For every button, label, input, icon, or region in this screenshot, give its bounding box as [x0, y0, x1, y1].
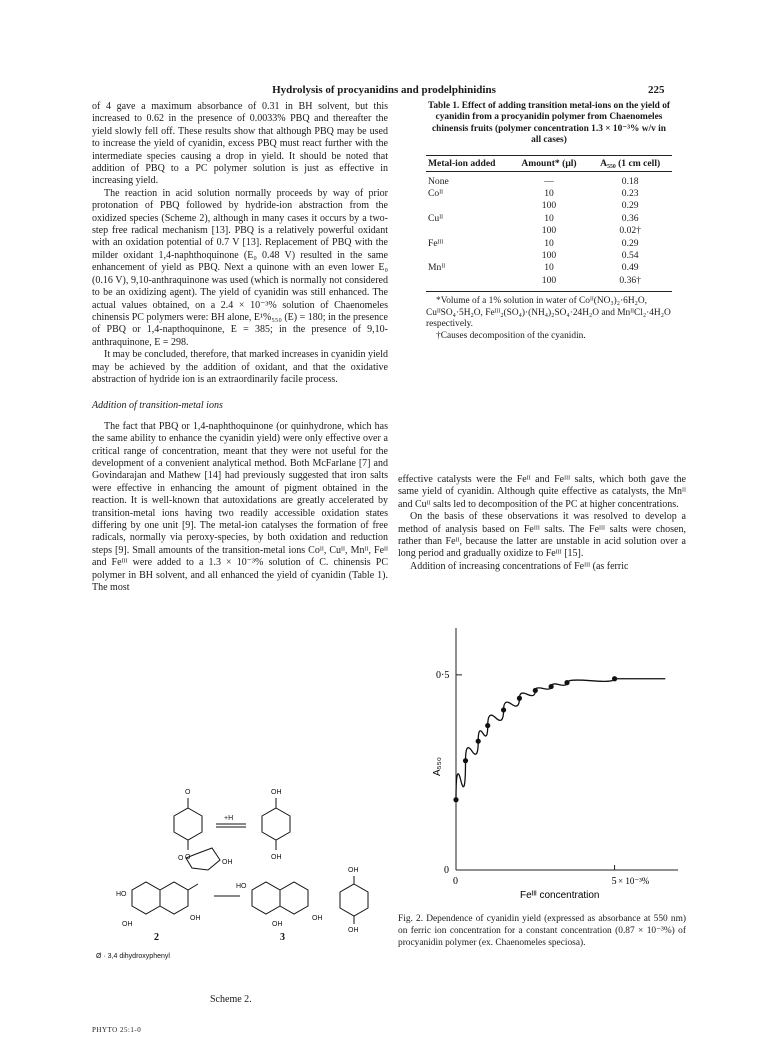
- data-point-6: [533, 688, 538, 693]
- figure-2-chart: [400, 600, 690, 920]
- cell-amount: 100: [541, 225, 557, 237]
- y-tick-label: 0·5: [436, 669, 450, 681]
- series-points: [453, 676, 617, 802]
- hydroquinone-ring: [262, 808, 290, 840]
- table-row: [426, 188, 672, 200]
- atom-label: OH: [271, 789, 282, 796]
- cell-metal: Cuᴵᴵ: [428, 212, 444, 224]
- atom-label: O: [185, 789, 191, 796]
- table-row: [426, 238, 672, 250]
- table-1: [426, 101, 672, 343]
- figure-caption: Fig. 2. Dependence of cyanidin yield (expressed as absorbance at 550 nm) on ferric ion concentration for a constant concentration (0.87 × 10⁻³%) of procyanidin polymer (ex. Chaenomeles speciosa).: [398, 914, 686, 948]
- footnote: †Causes decomposition of the cyanidin.: [436, 331, 586, 342]
- atom-label: O: [185, 854, 191, 861]
- scheme-2-structures: [92, 780, 392, 960]
- paragraph: Addition of increasing concentrations of Feᴵᴵᴵ (as ferric: [410, 560, 629, 572]
- paragraph: of 4 gave a maximum absorbance of 0.31 in BH solvent, but this increased to 0.62 in the presence of 0.0033% PBQ and thereafter the yield slowly fell off. These results show that although PBQ may be used to increase the yield of cyanidin, excess PBQ must react further with the intermediate species causing a drop in yield. It should be noted that addition of PBQ to a PC polymer solution is just as effective in increasing yield.: [92, 101, 388, 187]
- data-point-0: [453, 797, 458, 802]
- table-footnotes: [426, 296, 672, 342]
- cell-metal: None: [428, 175, 449, 187]
- cell-a550: 0.29: [621, 200, 639, 212]
- cell-metal: Mnᴵᴵ: [428, 262, 446, 274]
- cell-a550: 0.36†: [619, 274, 641, 286]
- atom-label: OH: [222, 859, 233, 866]
- table-row: [426, 213, 672, 225]
- atom-label: O: [178, 855, 184, 862]
- atom-label: OH: [312, 915, 323, 922]
- cell-a550: 0.18: [621, 175, 639, 187]
- table-row: [426, 225, 672, 237]
- scheme-caption: Scheme 2.: [210, 994, 252, 1005]
- series-line: [456, 679, 665, 800]
- benzoquinone-ring: [174, 808, 202, 840]
- hydroquinone-product-ring: [340, 884, 368, 916]
- cell-a550: 0.36: [621, 212, 639, 224]
- column-header: Metal-ion added: [428, 157, 496, 169]
- right-column: [398, 474, 686, 573]
- cell-amount: —: [544, 175, 554, 187]
- cell-amount: 10: [544, 188, 554, 200]
- paragraph: The fact that PBQ or 1,4-naphthoquinone (or quinhydrone, which has the same ability to enhance the cyanidin yield) were only effective over a critical range of concentration, meant that they were not useful for the development of a convenient analytical method. Both McFarlane [7] and Govindarajan and Mathew [14] had previously suggested that iron salts were effective in enhancing the amount of pigment obtained in the reaction. It is well-known that autoxidations are greatly accelerated by transition-metal ions having two readily accessible oxidation states differing by one unit [9]. The metal-ion catalyses the formation of free radicals, normally via peroxy-species, by both oxidation and reduction steps [9]. Small amounts of the transition-metal ions Coᴵᴵ, Cuᴵᴵ, Mnᴵᴵ, Feᴵᴵ and Feᴵᴵᴵ were added to a 1.3 × 10⁻³% solution of C. chinensis PC polymer in BH solvent, and all enhanced the yield of cyanidin (Table 1). The most: [92, 420, 388, 594]
- x-unit-label: × 10⁻³%: [618, 876, 650, 886]
- column-header: Amount* (μl): [521, 157, 577, 169]
- cell-a550: 0.29: [621, 237, 639, 249]
- section-heading: Addition of transition-metal ions: [92, 400, 223, 412]
- transfer-label: +H: [224, 815, 234, 822]
- cell-amount: 100: [541, 200, 557, 212]
- left-column: [92, 101, 388, 594]
- paragraph: effective catalysts were the Feᴵᴵ and Feᴵᴵᴵ salts, which both gave the same yield of cyanidin. Although quite effective as catalysts, the Mnᴵᴵ and Cuᴵᴵ salts led to decomposition of the PC at higher concentrations.: [398, 474, 686, 510]
- table-row: [426, 176, 672, 188]
- cell-amount: 10: [544, 262, 554, 274]
- atom-label: HO: [236, 883, 247, 890]
- footnote: *Volume of a 1% solution in water of Coᴵᴵ(NO₃)₂·6H₂O, CuᴵᴵSO₄·5H₂O, Feᴵᴵᴵ₂(SO₄)·(NH₄)₂SO₄·24H₂O and MnᴵᴵCl₂·4H₂O respectively.: [426, 296, 671, 330]
- quinone-ring-tilted: [186, 848, 220, 870]
- data-point-4: [501, 707, 506, 712]
- cell-amount: 10: [544, 237, 554, 249]
- cell-metal: Feᴵᴵᴵ: [428, 237, 444, 249]
- cell-metal: [426, 275, 510, 287]
- data-point-7: [549, 684, 554, 689]
- scheme-legend: Ø · 3,4 dihydroxyphenyl: [96, 953, 170, 960]
- flavan-ring-a: [132, 882, 160, 914]
- atom-label: HO: [116, 891, 127, 898]
- paragraph: On the basis of these observations it was resolved to develop a method of analysis based on Feᴵᴵᴵ salts. The Feᴵᴵᴵ salts were chosen, rather than Feᴵᴵ, because the latter are unstable in acid solution over a long period and gradually oxidize to Feᴵᴵᴵ [15].: [398, 511, 686, 560]
- running-title: Hydrolysis of procyanidins and prodelphinidins: [272, 84, 496, 96]
- cell-a550: 0.23: [621, 188, 639, 200]
- cell-metal: [426, 225, 510, 237]
- data-point-2: [476, 739, 481, 744]
- cell-metal: [426, 200, 510, 212]
- atom-label: OH: [271, 854, 282, 861]
- atom-label: OH: [122, 921, 133, 928]
- cell-metal: Coᴵᴵ: [428, 188, 444, 200]
- atom-label: OH: [272, 921, 283, 928]
- cell-a550: 0.54: [621, 250, 639, 262]
- paragraph: It may be concluded, therefore, that marked increases in cyanidin yield may be achieved by the addition of oxidant, and that the oxidative abstraction of hydride ion is an extraordinarily facile process.: [92, 349, 388, 385]
- metal-ion-table: [426, 156, 672, 288]
- flavylium-ring-a: [252, 882, 280, 914]
- compound-number: 3: [280, 932, 285, 943]
- data-point-5: [517, 696, 522, 701]
- atom-label: OH: [190, 915, 201, 922]
- axis-ticks: [456, 675, 615, 870]
- flavan-ring-c: [160, 882, 188, 914]
- page-number: 225: [648, 84, 665, 96]
- atom-label: OH: [348, 927, 359, 934]
- cell-a550: 0.02†: [619, 225, 641, 237]
- table-row: [426, 275, 672, 287]
- y-tick-label: 0: [444, 865, 449, 876]
- x-tick-label: 5: [611, 876, 617, 887]
- x-tick-label: 0: [453, 876, 458, 887]
- cell-metal: [426, 250, 510, 262]
- data-point-3: [485, 723, 490, 728]
- cell-amount: 100: [541, 274, 557, 286]
- table-row: [426, 200, 672, 212]
- data-point-8: [564, 680, 569, 685]
- cell-amount: 10: [544, 212, 554, 224]
- column-header: A₅₅₀ (1 cm cell): [600, 157, 661, 169]
- paragraph: The reaction in acid solution normally proceeds by way of prior protonation of PBQ followed by hydride-ion abstraction from the oxidized species (Scheme 2), although in many cases it occurs by a two-step free radical mechanism [13]. PBQ is a relatively powerful oxidant with an oxidation potential of 0.7 V [13]. Replacement of PBQ with the milder oxidant 1,4-naphthoquinone (E₀ 0.48 V) resulted in the same enhancement of yield as PBQ. Next a quinone with an even lower E₀ (0.16 V), 9,10-anthraquinone was used (which is normally not considered to be an oxidizing agent). The yield of cyanidin was still enhanced. The actual values obtained, on a 2.4 × 10⁻³% solution of Chaenomeles chinensis PC polymers were: BH alone, E¹%₅₅₀ (E) = 180; in the presence of PBQ or 1,4-napthoquinone, E = 385; in the presence of 9,10-anthraquinone, E = 298.: [92, 187, 388, 348]
- atom-label: OH: [348, 867, 359, 874]
- compound-number: 2: [154, 932, 159, 943]
- flavylium-ring-c: [280, 882, 308, 914]
- cell-amount: 100: [541, 250, 557, 262]
- cell-a550: 0.49: [621, 262, 639, 274]
- table-row: [426, 262, 672, 274]
- data-point-1: [463, 758, 468, 763]
- footer-code: PHYTO 25:1-0: [92, 1026, 142, 1034]
- table-row: [426, 250, 672, 262]
- table-caption: Table 1. Effect of adding transition metal-ions on the yield of cyanidin from a procyanidin polymer from Chaenomeles chinensis fruits (polymer concentration 1.3 × 10⁻³% w/v in all cases): [427, 101, 671, 146]
- x-axis-label: Feᴵᴵᴵ concentration: [520, 890, 600, 901]
- data-point-9: [612, 676, 617, 681]
- y-axis-label: A₅₅₀: [432, 757, 443, 776]
